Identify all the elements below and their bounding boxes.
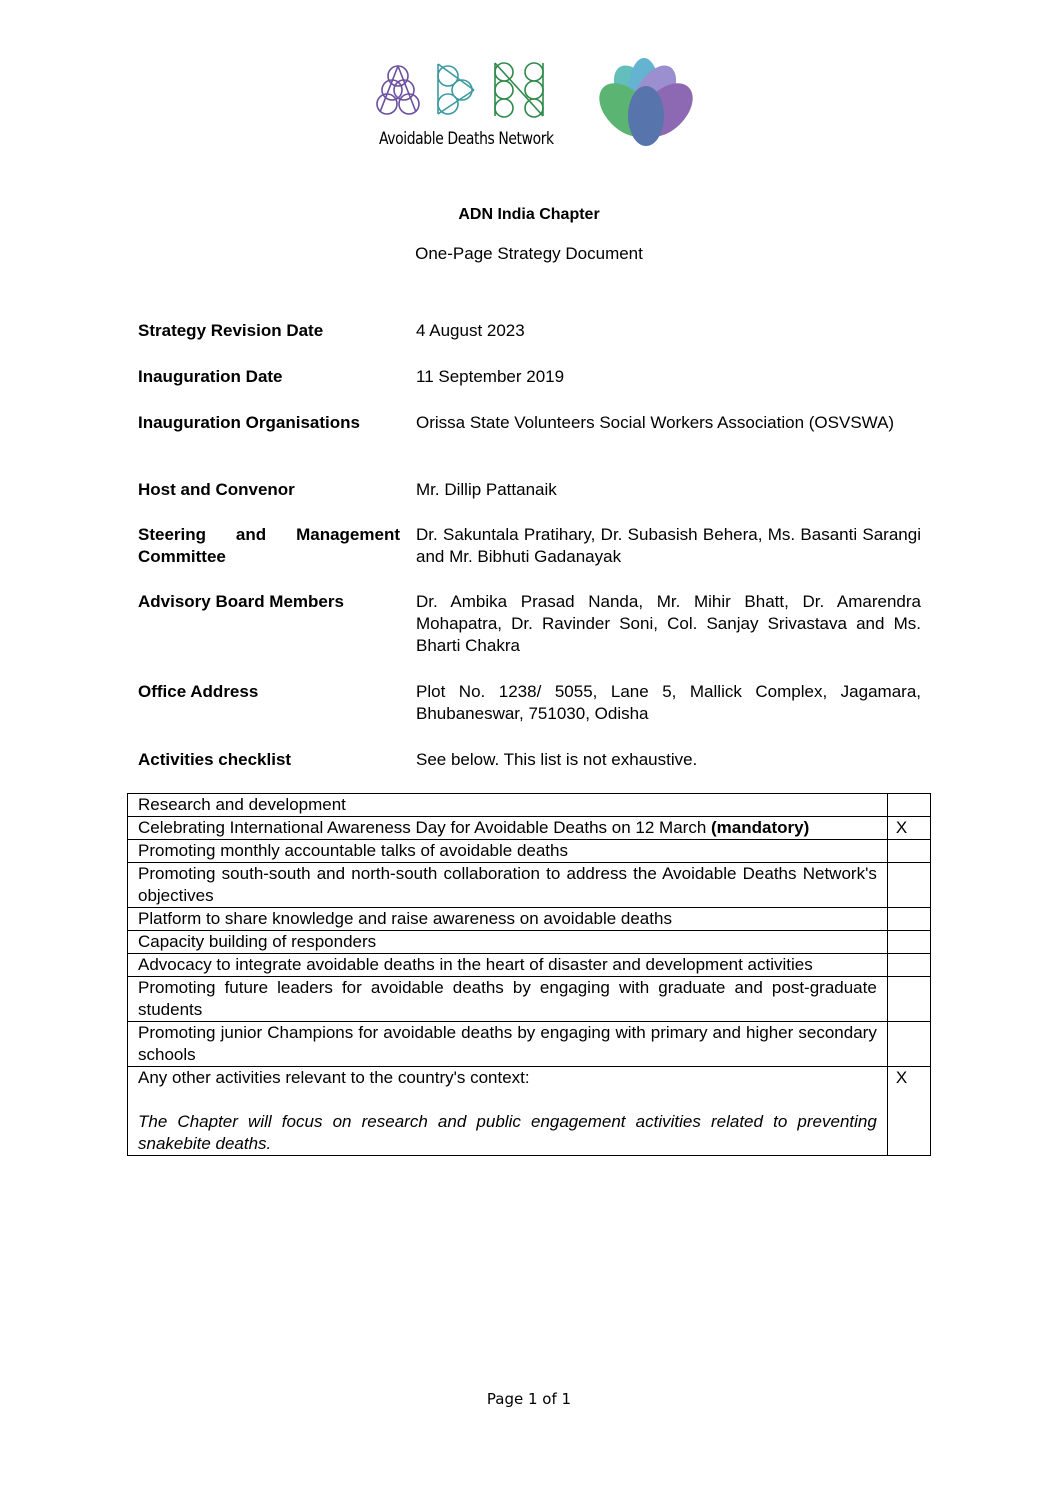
- activity-mark: [887, 977, 930, 1022]
- field-label: Inauguration Date: [138, 367, 283, 386]
- activity-mark: [887, 908, 930, 931]
- activity-mark: [887, 794, 930, 817]
- field-value: Mr. Dillip Pattanaik: [416, 480, 557, 499]
- field-label: Host and Convenor: [138, 480, 295, 499]
- activity-cell: [128, 817, 888, 840]
- logo-wordmark: Avoidable Deaths Network: [379, 129, 554, 149]
- field-value: See below. This list is not exhaustive.: [416, 750, 698, 769]
- field-label: Steering and Management Committee: [138, 525, 400, 566]
- activity-mark: X: [887, 817, 930, 840]
- activity-text: Promoting future leaders for avoidable deaths by engaging with graduate and post-graduate students: [128, 977, 888, 1022]
- activity-mark: [887, 954, 930, 977]
- activities-table: [127, 793, 931, 1156]
- activity-text: Celebrating International Awareness Day for Avoidable Deaths on 12 March: [138, 818, 707, 837]
- field-label: Strategy Revision Date: [138, 321, 324, 340]
- page-number: Page 1 of 1: [486, 1390, 572, 1408]
- table-row: [128, 817, 931, 840]
- activity-mark: [887, 931, 930, 954]
- table-row: [128, 1067, 931, 1156]
- table-row: [128, 1022, 931, 1067]
- activity-mark: [887, 840, 930, 863]
- activity-note: The Chapter will focus on research and public engagement activities related to preventing snakebite deaths.: [138, 1112, 877, 1153]
- activity-text: Capacity building of responders: [128, 931, 888, 954]
- activity-mark: [887, 1022, 930, 1067]
- table-row: [128, 954, 931, 977]
- activity-cell: [128, 1067, 888, 1156]
- activity-text: Any other activities relevant to the country's context:: [138, 1068, 530, 1087]
- field-label: Office Address: [138, 682, 259, 701]
- field-value: Plot No. 1238/ 5055, Lane 5, Mallick Complex, Jagamara, Bhubaneswar, 751030, Odisha: [416, 682, 921, 723]
- table-row: [128, 908, 931, 931]
- activity-mandatory-label: (mandatory): [711, 818, 810, 837]
- table-row: [128, 977, 931, 1022]
- field-label: Activities checklist: [138, 750, 292, 769]
- field-label: Advisory Board Members: [138, 592, 344, 611]
- field-value: Dr. Ambika Prasad Nanda, Mr. Mihir Bhatt, Dr. Amarendra Mohapatra, Dr. Ravinder Soni, Col. Sanjay Srivastava and Ms. Bharti Chakra: [416, 592, 921, 655]
- table-row: [128, 840, 931, 863]
- field-value: 4 August 2023: [416, 321, 525, 340]
- activity-text: Promoting junior Champions for avoidable deaths by engaging with primary and higher secondary schools: [128, 1022, 888, 1067]
- field-value: Orissa State Volunteers Social Workers Association (OSVSWA): [416, 413, 895, 432]
- activity-text: Promoting south-south and north-south collaboration to address the Avoidable Deaths Network's objectives: [128, 863, 888, 908]
- document-subtitle: One-Page Strategy Document: [415, 244, 643, 263]
- activity-text: Research and development: [128, 794, 888, 817]
- table-row: [128, 863, 931, 908]
- field-value: Dr. Sakuntala Pratihary, Dr. Subasish Behera, Ms. Basanti Sarangi and Mr. Bibhuti Gadanayak: [416, 525, 921, 566]
- field-label: Inauguration Organisations: [138, 413, 360, 432]
- activity-text: Advocacy to integrate avoidable deaths in the heart of disaster and development activities: [128, 954, 888, 977]
- table-row: [128, 931, 931, 954]
- activity-text: Promoting monthly accountable talks of avoidable deaths: [128, 840, 888, 863]
- activity-text: Platform to share knowledge and raise awareness on avoidable deaths: [128, 908, 888, 931]
- activity-mark: X: [887, 1067, 930, 1156]
- table-row: [128, 794, 931, 817]
- document-title: ADN India Chapter: [458, 206, 600, 223]
- field-value: 11 September 2019: [416, 367, 565, 386]
- activity-mark: [887, 863, 930, 908]
